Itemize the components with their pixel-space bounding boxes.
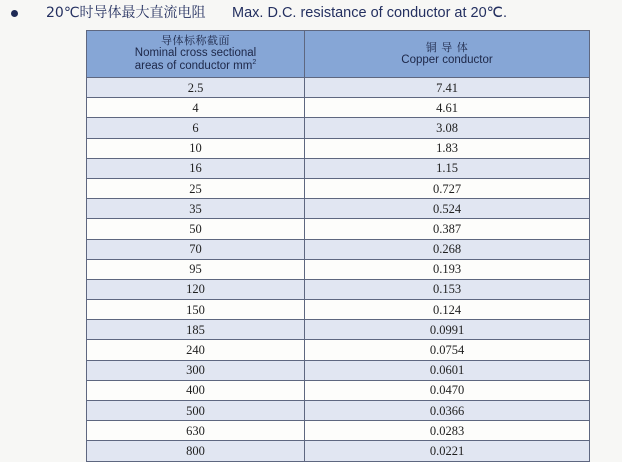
heading-english: Max. D.C. resistance of conductor at 20℃.: [232, 5, 507, 21]
cell-cross-section: 500: [87, 401, 305, 421]
cell-copper-resistance: 3.08: [305, 118, 590, 138]
table-row: [87, 199, 590, 219]
cell-copper-resistance: 1.83: [305, 138, 590, 158]
table-row: [87, 78, 590, 98]
cell-cross-section: 800: [87, 441, 305, 461]
cell-cross-section: 16: [87, 158, 305, 178]
table-row: [87, 138, 590, 158]
table-row: [87, 219, 590, 239]
cell-copper-resistance: 4.61: [305, 98, 590, 118]
cell-copper-resistance: 0.193: [305, 259, 590, 279]
header-cross-section: [87, 31, 305, 78]
table-row: [87, 98, 590, 118]
cell-copper-resistance: 0.268: [305, 239, 590, 259]
cell-cross-section: 25: [87, 178, 305, 198]
cell-copper-resistance: 7.41: [305, 78, 590, 98]
cell-cross-section: 120: [87, 279, 305, 299]
table-row: [87, 118, 590, 138]
cell-cross-section: 2.5: [87, 78, 305, 98]
cell-cross-section: 95: [87, 259, 305, 279]
cell-copper-resistance: 0.0601: [305, 360, 590, 380]
table-row: [87, 380, 590, 400]
cell-copper-resistance: 0.524: [305, 199, 590, 219]
cell-cross-section: 630: [87, 421, 305, 441]
header-copper-en: Copper conductor: [401, 53, 493, 66]
cell-copper-resistance: 0.0366: [305, 401, 590, 421]
table-row: [87, 441, 590, 461]
header-cross-section-en-line2: [87, 60, 304, 73]
bullet-icon: [11, 10, 18, 17]
cell-copper-resistance: 0.0221: [305, 441, 590, 461]
table-row: [87, 178, 590, 198]
table-row: [87, 320, 590, 340]
table-row: [87, 259, 590, 279]
header-copper-conductor: [305, 31, 590, 78]
table-row: [87, 239, 590, 259]
cell-copper-resistance: 0.153: [305, 279, 590, 299]
table-row: [87, 158, 590, 178]
header-row: [87, 31, 590, 78]
cell-cross-section: 4: [87, 98, 305, 118]
table-body: [87, 78, 590, 462]
cell-copper-resistance: 0.0991: [305, 320, 590, 340]
table-row: [87, 360, 590, 380]
cell-cross-section: 10: [87, 138, 305, 158]
table-row: [87, 279, 590, 299]
cell-cross-section: 70: [87, 239, 305, 259]
resistance-table: [86, 30, 590, 462]
table-row: [87, 401, 590, 421]
cell-cross-section: 240: [87, 340, 305, 360]
cell-copper-resistance: 0.0470: [305, 380, 590, 400]
cell-copper-resistance: 0.387: [305, 219, 590, 239]
table-header: [87, 31, 590, 78]
cell-cross-section: 185: [87, 320, 305, 340]
header-cross-section-en-line1: Nominal cross sectional: [134, 47, 257, 59]
cell-copper-resistance: 0.727: [305, 178, 590, 198]
cell-copper-resistance: 1.15: [305, 158, 590, 178]
header-unit-text: areas of conductor mm: [134, 60, 253, 72]
header-cross-section-cn: 导体标称截面: [161, 34, 230, 47]
cell-cross-section: 6: [87, 118, 305, 138]
cell-copper-resistance: 0.0754: [305, 340, 590, 360]
cell-cross-section: 50: [87, 219, 305, 239]
table-row: [87, 421, 590, 441]
cell-cross-section: 300: [87, 360, 305, 380]
cell-cross-section: 35: [87, 199, 305, 219]
header-copper-cn: 铜 导 体: [425, 40, 469, 54]
cell-copper-resistance: 0.124: [305, 300, 590, 320]
header-unit-superscript: 2: [252, 59, 257, 67]
table-row: [87, 340, 590, 360]
cell-copper-resistance: 0.0283: [305, 421, 590, 441]
cell-cross-section: 150: [87, 300, 305, 320]
heading-line: [0, 0, 622, 28]
heading-chinese: 20℃时导体最大直流电阻: [46, 5, 206, 21]
cell-cross-section: 400: [87, 380, 305, 400]
table-row: [87, 300, 590, 320]
